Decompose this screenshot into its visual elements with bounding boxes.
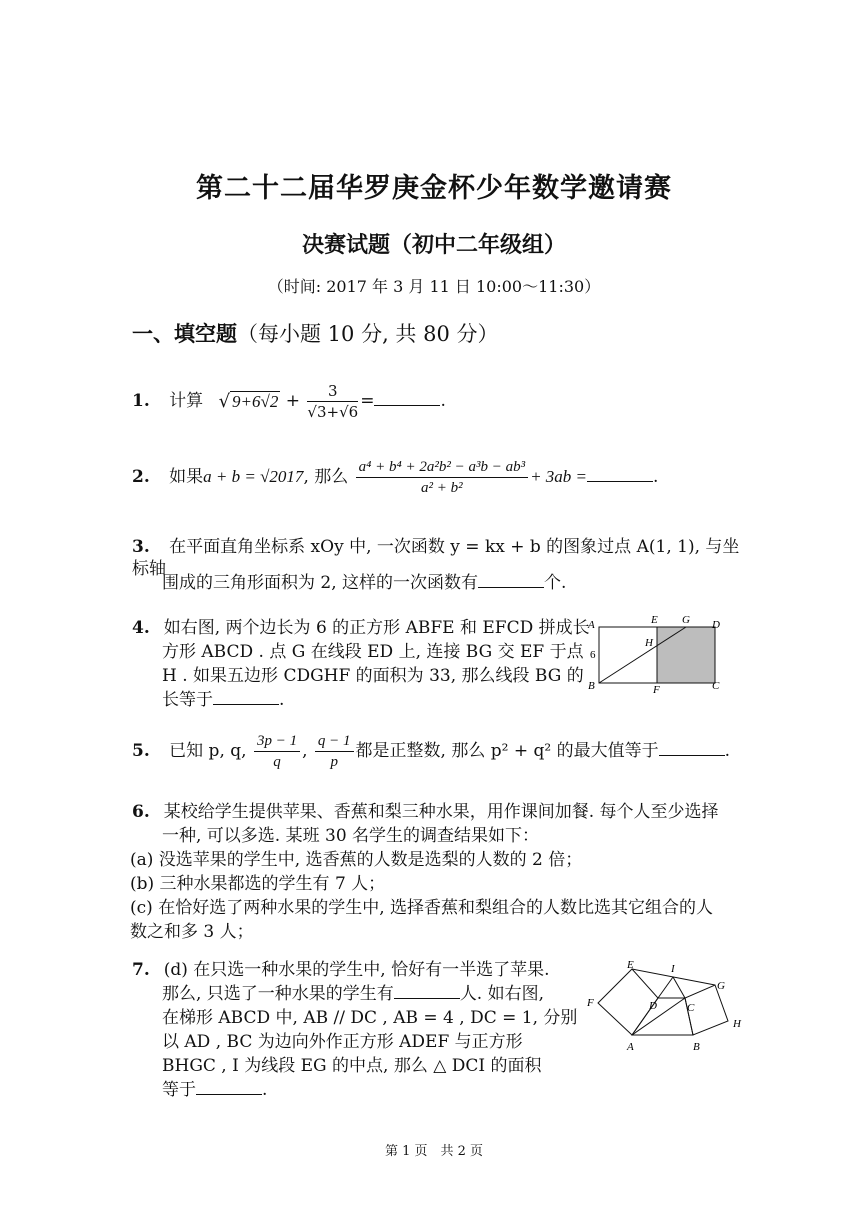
fraction-numerator: 3p − 1 [254,732,300,752]
answer-blank [587,467,653,482]
question-line: 某校给学生提供苹果、香蕉和梨三种水果，用作课间加餐. 每个人至少选择 [163,802,719,822]
answer-blank [478,573,544,588]
label-b: B [588,680,595,692]
label-six: 6 [590,649,596,661]
question-line-end: 个. [544,573,567,593]
label-d: D [712,619,720,631]
label-e: E [627,959,634,971]
question-number: 2. [132,467,150,487]
question-number: 3. [132,537,150,557]
fraction-denominator: a² + b² [421,480,463,496]
answer-blank [196,1080,262,1095]
question-line: BHGC , I 为线段 EG 的中点, 那么 △ DCI 的面积 [162,1056,542,1076]
label-i: I [671,963,675,975]
fraction-denominator: p [330,754,338,770]
label-a: A [588,619,595,631]
question-1 [132,382,446,421]
question-text: 计算 [169,391,204,411]
question-line-end: 人. 如右图, [459,984,545,1004]
condition-c-line2: 数之和多 3 人； [130,922,254,942]
question-number: 7. [132,960,150,980]
condition-b: (b) 三种水果都选的学生有 7 人； [130,874,386,894]
question-line: 如右图, 两个边长为 6 的正方形 ABFE 和 EFCD 拼成长 [163,618,590,638]
question-line: 长等于 [162,690,213,710]
label-c: C [687,1002,695,1014]
sqrt-body: 9+6√2 [232,391,279,411]
label-c: C [712,680,720,692]
trapezoid-figure [585,955,755,1060]
question-6-conditions [130,848,750,944]
fraction-1 [254,732,300,771]
question-2 [132,458,658,497]
segment-ac [632,998,685,1035]
answer-blank [213,690,279,705]
question-7 [132,958,582,1102]
exam-time: （时间: 2017 年 3 月 11 日 10:00～11:30） [267,277,601,296]
segment-di [658,977,673,998]
expression-tail: + 3ab = [530,467,588,486]
question-line: 等于 [162,1080,196,1100]
question-line: 在平面直角坐标系 xOy 中, 一次函数 y = kx + b 的图象过点 A(1, 1), 与坐标轴 [132,537,740,579]
fraction-numerator: 3 [307,382,358,402]
label-b: B [693,1041,700,1053]
segment-ci [673,977,685,998]
fraction-2 [315,732,354,771]
section-label: 一、填空题 [132,321,237,346]
question-text: 如果 [169,467,204,487]
equals-sign: = [360,391,375,411]
question-text-post: 都是正整数, 那么 p² + q² 的最大值等于 [355,741,659,761]
exam-title: 第二十二届华罗庚金杯少年数学邀请赛 [196,173,672,204]
question-line: 那么, 只选了一种水果的学生有 [162,984,394,1004]
condition-c-line1: (c) 在恰好选了两种水果的学生中, 选择香蕉和梨组合的人数比选其它组合的人 [130,898,713,918]
condition: a + b = √2017 [203,467,304,486]
label-g: G [717,980,725,992]
condition-a: (a) 没选苹果的学生中, 选香蕉的人数是选梨的人数的 2 倍； [130,850,583,870]
question-line-end: . [262,1080,268,1100]
question-line: (d) 在只选一种水果的学生中, 恰好有一半选了苹果. [163,960,550,980]
label-e: E [651,614,658,626]
question-line: 以 AD , BC 为边向外作正方形 ADEF 与正方形 [162,1032,523,1052]
period: . [653,467,659,487]
question-number: 6. [132,802,150,822]
shaded-pentagon [657,627,715,683]
fraction [356,458,528,497]
label-a: A [627,1041,634,1053]
question-3-line2 [162,572,566,594]
question-4 [132,616,592,712]
question-6 [132,800,752,848]
comma: , [302,741,308,761]
rectangle-figure [586,610,736,700]
question-line: 在梯形 ABCD 中, AB // DC , AB = 4 , DC = 1, 分别 [162,1008,578,1028]
label-f: F [587,997,594,1009]
label-f: F [653,684,660,696]
exam-subtitle: 决赛试题（初中二年级组） [301,232,566,258]
fraction-numerator: q − 1 [315,732,354,752]
fraction [307,382,358,421]
question-5 [132,732,730,771]
fraction-denominator: √3+√6 [307,403,359,421]
section-heading [132,318,499,348]
question-line: 一种, 可以多选. 某班 30 名学生的调查结果如下： [162,826,540,846]
trapezoid-abcd [632,998,693,1035]
question-line-end: . [279,690,285,710]
plus-sign: + [285,391,301,411]
question-line: 方形 ABCD . 点 G 在线段 ED 上, 连接 BG 交 EF 于点 [162,642,584,662]
question-number: 1. [132,391,150,411]
label-g: G [682,614,690,626]
answer-blank [394,984,460,999]
question-text: 已知 p, q, [169,741,247,761]
question-number: 4. [132,618,150,638]
page-footer: 第 1 页 共 2 页 [384,1144,484,1159]
label-d: D [649,1000,657,1012]
label-h: H [733,1018,741,1030]
question-number: 5. [132,741,150,761]
label-h: H [645,637,653,649]
period: . [724,741,730,761]
question-line: H . 如果五边形 CDGHF 的面积为 33, 那么线段 BG 的 [162,666,584,686]
answer-blank [659,741,725,756]
question-line: 围成的三角形面积为 2, 这样的一次函数有 [162,573,479,593]
answer-blank [374,391,440,406]
sqrt-expression: √ 9+6√2 [218,390,279,412]
fraction-numerator: a⁴ + b⁴ + 2a²b² − a³b − ab³ [356,458,528,478]
fraction-denominator: q [273,754,281,770]
section-note: （每小题 10 分, 共 80 分） [237,322,499,346]
question-text-mid: , 那么 [303,467,349,487]
period: . [440,391,446,411]
